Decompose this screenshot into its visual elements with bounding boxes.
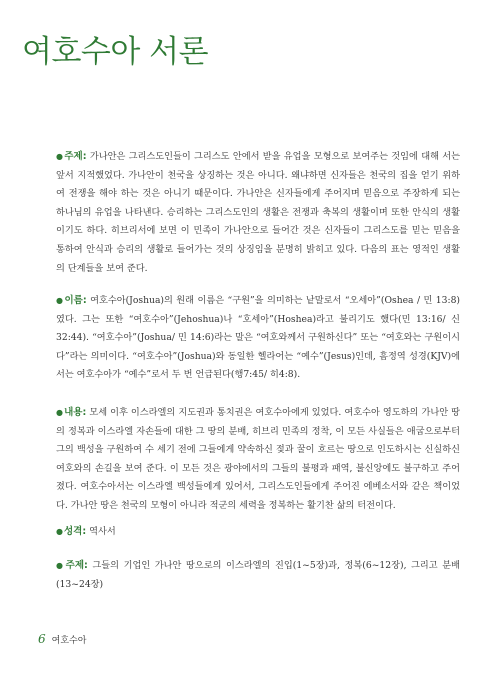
section-text: 여호수아(Joshua)의 원래 이름은 “구원”을 의미하는 낱말로서 “오세아”(Oshea / 민 13:8)였다. 그는 또한 “여호수아”(Jehoshua)나 “호세아”(Hoshea)라고 불리기도 했다(민 13:16/ 신 32:44). “여호수아”(Joshua/ 민 14:6)라는 말은 “여호와께서 구원하신다” 또는 “여호와는 구원이시다”라는 의미이다. “여호수아”(Joshua)와 동일한 헬라어는 “예수”(Jesus)인데, 흠정역 성경(KJV)에서는 여호수아가 “예수”로서 두 번 언급된다(행7:45/ 히4:8). <box>56 295 461 381</box>
section-text: 가나안은 그리스도인들이 그리스도 안에서 받을 유업을 모형으로 보여주는 것임에 대해 서는 앞서 지적했었다. 가나안이 천국을 상징하는 것은 아니다. 왜냐하면 신자들은 천국의 집을 얻기 위하여 전쟁을 해야 하는 것은 아니기 때문이다. 가나안은 신자들에게 주어지며 믿음으로 주장하게 되는 하나님의 유업을 나타낸다. 승리하는 그리스도인의 생활은 전쟁과 축복의 생활이며 또한 안식의 생활이기도 하다. 히브리서에 보면 이 민족이 가나안으로 들어간 것은 신자들이 그리스도를 믿는 믿음을 통하여 안식과 승리의 생활로 들어가는 것의 상징임을 분명히 밝히고 있다. 다음의 표는 영적인 생활의 단계들을 보여 준다. <box>56 151 460 274</box>
bullet-icon: ● <box>56 152 64 161</box>
section-theme-2 <box>56 557 460 594</box>
running-title: 여호수아 <box>51 636 87 646</box>
section-label: 주제: <box>64 151 87 162</box>
section-label: 주제: <box>65 560 88 571</box>
section-label: 성격: <box>63 526 87 537</box>
bullet-icon: ● <box>56 527 63 536</box>
bullet-icon: ● <box>56 408 64 417</box>
section-text: 그들의 기업인 가나안 땅으로의 이스라엘의 진입(1~5장)과, 정복(6~12장), 그리고 분배(13~24장) <box>56 560 461 590</box>
bullet-icon: ● <box>56 296 64 305</box>
page-number: 6 <box>38 632 46 646</box>
page-footer <box>38 632 86 646</box>
section-genre <box>56 523 460 542</box>
bullet-icon: ● <box>56 561 65 570</box>
section-text: 모세 이후 이스라엘의 지도권과 통치권은 여호수아에게 있었다. 여호수아 영도하의 가나안 땅의 정복과 이스라엘 자손들에 대한 그 땅의 분배, 히브리 민족의 정착, 이 모든 사실들은 애굽으로부터 그의 백성을 구원하여 수 세기 전에 그들에게 약속하신 젖과 꿀이 흐르는 땅으로 인도하시는 신실하신 여호와의 손길을 보여 준다. 이 모든 것은 광야에서의 그들의 불평과 패역, 불신앙에도 불구하고 주어졌다. 여호수아서는 이스라엘 백성들에게 있어서, 그리스도인들에게 주어진 에베소서와 같은 책이었다. 가나안 땅은 천국의 모형이 아니라 적군의 세력을 정복하는 활기찬 삶의 터전이다. <box>56 407 460 511</box>
section-label: 내용: <box>64 407 87 418</box>
section-name <box>56 292 460 385</box>
section-theme <box>56 148 460 278</box>
page-title: 여호수아 서론 <box>22 34 209 70</box>
section-text: 역사서 <box>89 526 116 537</box>
section-label: 이름: <box>64 295 87 306</box>
section-content <box>56 404 460 516</box>
